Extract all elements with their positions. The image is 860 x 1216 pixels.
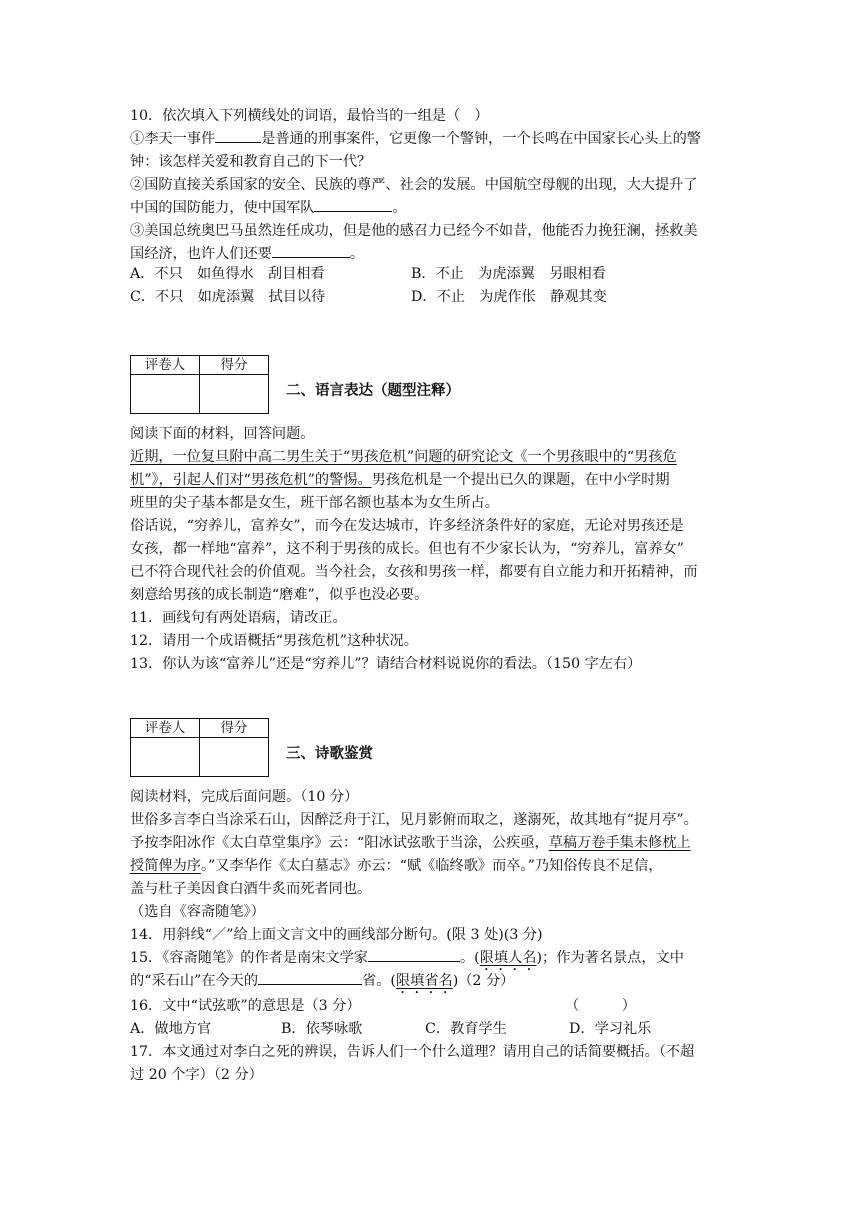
section-3-intro: 阅读材料，完成后面问题。（10 分）: [130, 789, 359, 805]
section-2-title: 二、语言表达（题型注释）: [286, 383, 460, 399]
classical-text-line: 予按李阳冰作《太白草堂集序》云：“阳冰试弦歌于当涂，公疾亟，草稿万卷手集未修枕上: [130, 835, 691, 851]
question-11: 11．画线句有两处语病，请改正。: [130, 610, 347, 626]
q10-sentence-2: ②国防直接关系国家的安全、民族的尊严、社会的发展。中国航空母舰的出现，大大提升了: [130, 177, 698, 193]
question-17: 17．本文通过对李白之死的辨误，告诉人们一个什么道理？请用自己的话简要概括。（不超: [130, 1044, 695, 1060]
q10-option-d: D．不止 为虎作伥 静观其变: [411, 289, 607, 305]
passage-line: 已不符合现代社会的价值观。当今社会，女孩和男孩一样，都要有自立能力和开拓精神，而: [130, 564, 698, 580]
answer-blank: [272, 243, 350, 258]
score-table-section-3: [130, 718, 269, 777]
underlined-passage: 草稿万卷手集未修枕上: [548, 835, 691, 851]
q10-sentence-2-cont: 中国的国防能力，使中国军队 。: [130, 197, 740, 219]
question-17-cont: 过 20 个字）（2 分）: [130, 1067, 263, 1083]
q10-stem: 10．依次填入下列横线处的词语，最恰当的一组是（ ）: [130, 108, 489, 124]
answer-blank: [215, 128, 261, 143]
question-14: 14．用斜线“／”给上面文言文中的画线部分断句。(限 3 处)(3 分): [130, 927, 543, 943]
classical-text-line: 授简俾为序。”又李华作《太白墓志》亦云：“赋《临终歌》而卒。”乃知俗传良不足信，: [130, 858, 663, 874]
classical-text-line: 盖与杜子美因食白酒牛炙而死者同也。: [130, 881, 372, 897]
question-15: 15．《容斋随笔》的作者是南宋文学家 。(限填人名)；作为著名景点，文中: [130, 947, 740, 974]
section-3-title: 三、诗歌鉴赏: [286, 746, 373, 762]
passage-underlined-line-2: 机”》，引起人们对“男孩危机”的警惕。男孩危机是一个提出已久的课题，在中小学时期: [130, 472, 670, 488]
question-12: 12．请用一个成语概括“男孩危机”这种状况。: [130, 633, 418, 649]
question-13: 13．你认为该“富养儿”还是“穷养儿”？请结合材料说说你的看法。（150 字左右）: [130, 656, 642, 672]
q16-option-a: A．做地方官: [130, 1021, 212, 1037]
score-header: 得分: [200, 719, 269, 738]
passage-underlined-line-1: 近期，一位复旦附中高二男生关于“男孩危机”问题的研究论文《一个男孩眼中的“男孩危: [130, 449, 677, 465]
answer-paren: （ ）: [565, 998, 636, 1014]
q10-option-c: C．不只 如虎添翼 拭目以待: [130, 289, 326, 305]
score-table-section-2: [130, 355, 269, 414]
q16-option-c: C．教育学生: [425, 1021, 507, 1037]
classical-text-line: 世俗多言李白当涂采石山，因醉泛舟于江，见月影俯而取之，遂溺死，故其地有“捉月亭”。: [130, 812, 698, 828]
score-cell: [200, 375, 269, 414]
grader-header: 评卷人: [131, 719, 200, 738]
q10-sentence-1: ①李天一事件 是普通的刑事案件，它更像一个警钟，一个长鸣在中国家长心头上的警: [130, 128, 740, 150]
q10-option-a: A．不只 如鱼得水 刮目相看: [130, 266, 325, 282]
section-2-intro: 阅读下面的材料，回答问题。: [130, 426, 315, 442]
source-citation: （选自《容斋随笔》）: [130, 904, 265, 920]
answer-blank: [368, 947, 460, 962]
q10-sentence-3: ③美国总统奥巴马虽然连任成功，但是他的感召力已经今不如昔，他能否力挽狂澜，拯救美: [130, 223, 698, 239]
grader-cell: [131, 738, 200, 777]
q16-option-b: B．依琴咏歌: [281, 1021, 363, 1037]
q10-sentence-1-cont: 钟：该怎样关爱和教育自己的下一代？: [130, 154, 372, 170]
score-header: 得分: [200, 356, 269, 375]
score-cell: [200, 738, 269, 777]
q10-option-b: B．不止 为虎添翼 另眼相看: [411, 266, 606, 282]
underlined-passage: 授简俾为序: [130, 858, 201, 874]
passage-line: 刻意给男孩的成长制造“磨难”，似乎也没必要。: [130, 587, 429, 603]
question-16: 16．文中“试弦歌”的意思是（3 分）: [130, 998, 361, 1014]
passage-line: 俗话说，“穷养儿，富养女”，而今在发达城市，许多经济条件好的家庭，无论对男孩还是: [130, 518, 684, 534]
answer-blank: [314, 197, 392, 212]
grader-cell: [131, 375, 200, 414]
grader-header: 评卷人: [131, 356, 200, 375]
q10-sentence-3-cont: 国经济，也许人们还要 。: [130, 243, 740, 265]
q16-option-d: D．学习礼乐: [569, 1021, 652, 1037]
question-15-cont: 的“采石山”在今天的 省。(限填省名)（2 分）: [130, 970, 740, 997]
passage-line: 女孩，都一样地“富养”，这不利于男孩的成长。但也有不少家长认为，“穷养儿，富养女”: [130, 541, 684, 557]
answer-blank: [258, 970, 362, 985]
passage-line: 班里的尖子基本都是女生，班干部名额也基本为女生所占。: [130, 495, 499, 511]
